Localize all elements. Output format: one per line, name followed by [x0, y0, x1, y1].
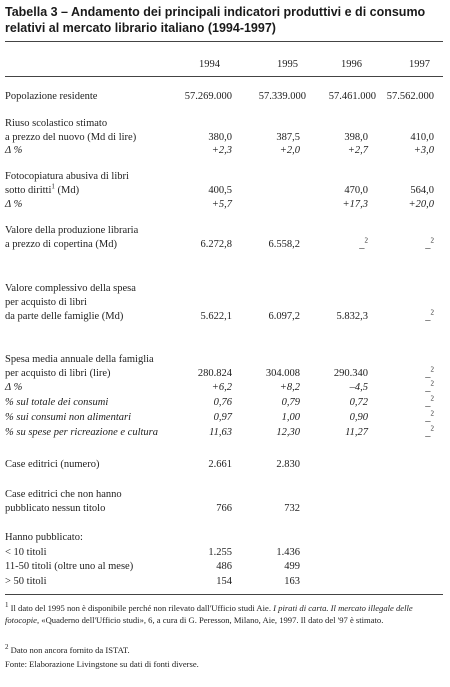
cell-spesa-1997-note: _$^2$ — [425, 308, 434, 322]
row-label-nopub-2: pubblicato nessun titolo — [5, 503, 106, 514]
cell-tot-1997-note: _$^2$ — [425, 394, 434, 408]
source-note: Fonte: Elaborazione Livingstone su dati di fonti diverse. — [5, 659, 199, 669]
table-title-line2: relativi al mercato librario italiano (1994-1997) — [5, 21, 276, 35]
cell-media-delta-1995: +8,2 — [279, 382, 300, 393]
cell-media-delta-1996: –4,5 — [349, 382, 368, 393]
row-label-foto-1: Fotocopiatura abusiva di libri — [5, 171, 129, 182]
cell-tot-1996: 0,72 — [349, 397, 368, 408]
year-header-1997: 1997 — [409, 59, 430, 70]
row-label-media-delta: Δ % — [5, 382, 23, 393]
cell-media-1994: 280.824 — [197, 368, 232, 379]
row-label-lt10: < 10 titoli — [5, 547, 47, 558]
row-label-foto-delta: Δ % — [5, 199, 23, 210]
cell-spesa-1996: 5.832,3 — [336, 311, 368, 322]
row-label-spesa-2: per acquisto di libri — [5, 297, 87, 308]
cell-gt50-1995: 163 — [284, 576, 300, 587]
row-label-media-2: per acquisto di libri (lire) — [5, 368, 111, 379]
cell-nonalim-1997-note: _$^2$ — [425, 409, 434, 423]
cell-lt10-1995: 1.436 — [276, 547, 300, 558]
row-label-prod-1: Valore della produzione libraria — [5, 225, 139, 236]
cell-riuso-1996: 398,0 — [344, 132, 368, 143]
cell-prod-1996-note: _$^2$ — [359, 236, 368, 250]
cell-media-1996: 290.340 — [333, 368, 368, 379]
cell-riuso-delta-1996: +2,7 — [347, 145, 368, 156]
row-label-popolazione: Popolazione residente — [5, 91, 98, 102]
cell-ricre-1994: 11,63 — [209, 427, 232, 438]
cell-riuso-delta-1994: +2,3 — [211, 145, 232, 156]
top-rule — [5, 41, 443, 42]
row-label-riuso-2: a prezzo del nuovo (Md di lire) — [5, 132, 137, 143]
cell-nonalim-1995: 1,00 — [281, 412, 300, 423]
row-label-totale-consumi: % sul totale dei consumi — [5, 397, 109, 408]
cell-tot-1995: 0,79 — [281, 397, 300, 408]
cell-foto-1994: 400,5 — [208, 185, 232, 196]
cell-spesa-1995: 6.097,2 — [268, 311, 300, 322]
cell-riuso-1994: 380,0 — [208, 132, 232, 143]
cell-nopub-1995: 732 — [284, 503, 300, 514]
cell-ricre-1997-note: _$^2$ — [425, 424, 434, 438]
cell-ricre-1995: 12,30 — [276, 427, 300, 438]
row-label-nopub-1: Case editrici che non hanno — [5, 489, 122, 500]
cell-mid-1994: 486 — [216, 561, 232, 572]
cell-pop-1996: 57.461.000 — [328, 91, 376, 102]
cell-case-1995: 2.830 — [276, 459, 300, 470]
cell-foto-delta-1997: +20,0 — [408, 199, 434, 210]
cell-foto-delta-1996: +17,3 — [342, 199, 368, 210]
row-label-spesa-3: da parte delle famiglie (Md) — [5, 311, 124, 322]
cell-riuso-delta-1995: +2,0 — [279, 145, 300, 156]
cell-prod-1997-note: _$^2$ — [425, 236, 434, 250]
cell-mid-1995: 499 — [284, 561, 300, 572]
cell-foto-1997: 564,0 — [410, 185, 434, 196]
cell-gt50-1994: 154 — [216, 576, 232, 587]
cell-ricre-1996: 11,27 — [345, 427, 368, 438]
cell-nonalim-1996: 0,90 — [349, 412, 368, 423]
cell-pop-1997: 57.562.000 — [386, 91, 434, 102]
row-label-media-1: Spesa media annuale della famiglia — [5, 354, 154, 365]
table-title — [5, 4, 445, 36]
cell-lt10-1994: 1.255 — [208, 547, 232, 558]
row-label-ricreazione: % su spese per ricreazione e cultura — [5, 427, 158, 438]
row-label-gt50: > 50 titoli — [5, 576, 47, 587]
bottom-rule — [5, 594, 443, 595]
cell-spesa-1994: 5.622,1 — [200, 311, 232, 322]
cell-media-1995: 304.008 — [265, 368, 300, 379]
cell-media-1997-note: _$^2$ — [425, 365, 434, 379]
cell-media-delta-1997-note: _$^2$ — [425, 379, 434, 393]
row-label-riuso-delta: Δ % — [5, 145, 23, 156]
cell-riuso-delta-1997: +3,0 — [413, 145, 434, 156]
row-label-foto-2: sotto diritti$^1$ (Md) — [5, 182, 80, 196]
row-label-non-alimentari: % sui consumi non alimentari — [5, 412, 131, 423]
cell-riuso-1997: 410,0 — [410, 132, 434, 143]
year-header-1994: 1994 — [199, 59, 220, 70]
row-label-prod-2: a prezzo di copertina (Md) — [5, 239, 117, 250]
row-label-riuso-1: Riuso scolastico stimato — [5, 118, 108, 129]
cell-riuso-1995: 387,5 — [276, 132, 300, 143]
cell-tot-1994: 0,76 — [213, 397, 232, 408]
table-title-line1: Tabella 3 – Andamento dei principali indicatori produttivi e di consumo — [5, 5, 426, 19]
cell-case-1994: 2.661 — [208, 459, 232, 470]
footnote-2: $^2$ Dato non ancora fornito da ISTAT. — [5, 643, 130, 655]
cell-nopub-1994: 766 — [216, 503, 232, 514]
cell-foto-delta-1994: +5,7 — [211, 199, 232, 210]
footnote-1: $^1$ Il dato del 1995 non è disponibile perché non rilevato dall'Ufficio studi Aie. I pirati di carta. Il mercato illegale delle fotocopie, «Quaderno dell'Ufficio studi», 6, a cura di G. Peresson, Milano, Aie, 1997. Il dato del '97 è stimato. — [5, 601, 413, 625]
cell-nonalim-1994: 0,97 — [213, 412, 232, 423]
year-header-1996: 1996 — [341, 59, 362, 70]
cell-pop-1995: 57.339.000 — [258, 91, 306, 102]
cell-foto-1996: 470,0 — [344, 185, 368, 196]
cell-media-delta-1994: +6,2 — [211, 382, 232, 393]
year-header-1995: 1995 — [277, 59, 298, 70]
cell-pop-1994: 57.269.000 — [184, 91, 232, 102]
row-label-hanno-pubblicato: Hanno pubblicato: — [5, 532, 83, 543]
row-label-case-editrici: Case editrici (numero) — [5, 459, 100, 470]
cell-prod-1995: 6.558,2 — [268, 239, 300, 250]
header-rule — [5, 76, 443, 77]
row-label-spesa-1: Valore complessivo della spesa — [5, 283, 136, 294]
row-label-11-50: 11-50 titoli (oltre uno al mese) — [5, 561, 134, 572]
cell-prod-1994: 6.272,8 — [200, 239, 232, 250]
